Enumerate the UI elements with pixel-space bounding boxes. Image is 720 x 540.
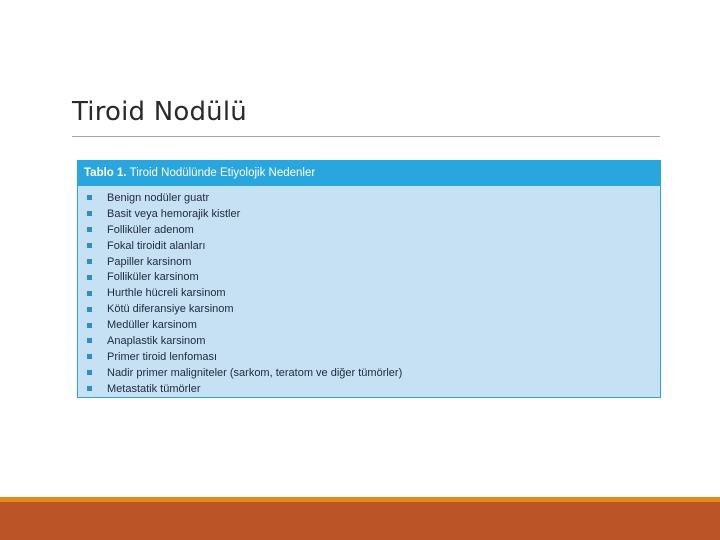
list-item-label: Basit veya hemorajik kistler bbox=[107, 207, 241, 220]
list-item-label: Medüller karsinom bbox=[107, 319, 197, 332]
list-item bbox=[87, 222, 660, 238]
list-item-label: Anaplastik karsinom bbox=[107, 334, 206, 347]
list-item bbox=[87, 317, 660, 333]
square-bullet-icon bbox=[87, 307, 92, 312]
title-divider bbox=[72, 136, 660, 137]
etiology-table bbox=[77, 160, 661, 398]
list-item bbox=[87, 254, 660, 270]
table-caption-label: Tablo 1. bbox=[84, 167, 127, 179]
square-bullet-icon bbox=[87, 291, 92, 296]
list-item bbox=[87, 238, 660, 254]
square-bullet-icon bbox=[87, 386, 92, 391]
list-item bbox=[87, 381, 660, 397]
list-item-label: Metastatik tümörler bbox=[107, 382, 201, 395]
square-bullet-icon bbox=[87, 227, 92, 232]
list-item-label: Nadir primer maligniteler (sarkom, teratom ve diğer tümörler) bbox=[107, 366, 403, 379]
list-item-label: Primer tiroid lenfoması bbox=[107, 350, 218, 363]
list-item-label: Folliküler karsinom bbox=[107, 271, 199, 284]
square-bullet-icon bbox=[87, 323, 92, 328]
etiology-list bbox=[78, 186, 660, 397]
square-bullet-icon bbox=[87, 243, 92, 248]
table-caption bbox=[78, 161, 660, 186]
list-item bbox=[87, 349, 660, 365]
list-item-label: Folliküler adenom bbox=[107, 223, 194, 236]
table-caption-text: Tiroid Nodülünde Etiyolojik Nedenler bbox=[129, 167, 316, 179]
square-bullet-icon bbox=[87, 275, 92, 280]
list-item-label: Kötü diferansiye karsinom bbox=[107, 303, 234, 316]
list-item-label: Papiller karsinom bbox=[107, 255, 192, 268]
list-item-label: Fokal tiroidit alanları bbox=[107, 239, 206, 252]
square-bullet-icon bbox=[87, 338, 92, 343]
list-item bbox=[87, 333, 660, 349]
square-bullet-icon bbox=[87, 370, 92, 375]
footer-band bbox=[0, 502, 720, 540]
list-item-label: Benign nodüler guatr bbox=[107, 191, 210, 204]
square-bullet-icon bbox=[87, 211, 92, 216]
list-item bbox=[87, 190, 660, 206]
list-item bbox=[87, 301, 660, 317]
square-bullet-icon bbox=[87, 195, 92, 200]
square-bullet-icon bbox=[87, 259, 92, 264]
square-bullet-icon bbox=[87, 354, 92, 359]
list-item bbox=[87, 365, 660, 381]
list-item bbox=[87, 269, 660, 285]
list-item bbox=[87, 285, 660, 301]
list-item bbox=[87, 206, 660, 222]
list-item-label: Hurthle hücreli karsinom bbox=[107, 287, 226, 300]
slide-title: Tiroid Nodülü bbox=[72, 97, 247, 127]
